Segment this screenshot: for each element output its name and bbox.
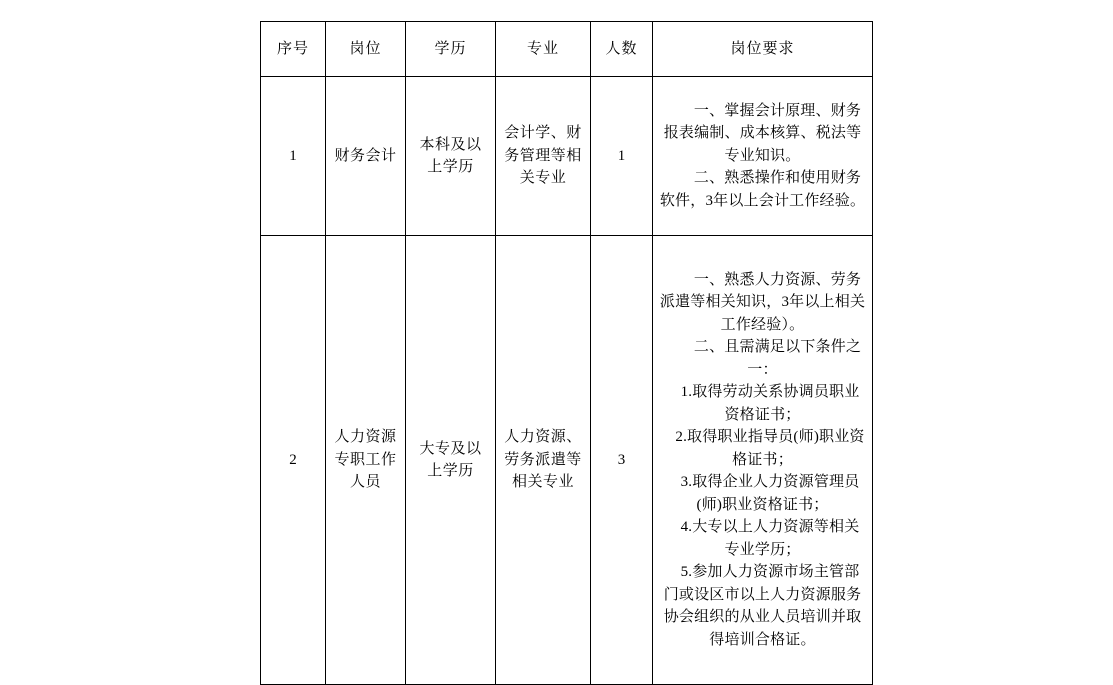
table-body [261,77,873,685]
cell-post: 人力资源专职工作人员 [326,236,406,685]
requirement-line: 一、熟悉人力资源、劳务派遣等相关知识，3年以上相关工作经验）。 [659,271,866,333]
requirement-line: 二、熟悉操作和使用财务软件，3年以上会计工作经验。 [659,170,866,209]
cell-sequence: 1 [261,77,326,236]
job-requirements-table-wrapper [260,21,872,685]
cell-requirements [653,236,873,685]
column-header-post: 岗位 [326,22,406,77]
column-header-count: 人数 [591,22,653,77]
cell-count: 3 [591,236,653,685]
table-header [261,22,873,77]
table-row [261,77,873,236]
column-header-major: 专业 [496,22,591,77]
column-header-requirements: 岗位要求 [653,22,873,77]
column-header-education: 学历 [406,22,496,77]
cell-sequence: 2 [261,236,326,685]
requirement-line: 4.大专以上人力资源等相关专业学历； [680,519,860,558]
table-header-row [261,22,873,77]
table-row [261,236,873,685]
requirement-line: 一、掌握会计原理、财务报表编制、成本核算、税法等专业知识。 [663,102,862,164]
requirement-line: 3.取得企业人力资源管理员(师)职业资格证书； [680,474,860,513]
requirement-line: 二、且需满足以下条件之一： [693,339,862,378]
requirement-line: 1.取得劳动关系协调员职业资格证书； [680,384,860,423]
column-header-sequence: 序号 [261,22,326,77]
cell-post: 财务会计 [326,77,406,236]
cell-major: 会计学、财务管理等相关专业 [496,77,591,236]
cell-count: 1 [591,77,653,236]
job-requirements-table [260,21,873,685]
requirement-line: 5.参加人力资源市场主管部门或设区市以上人力资源服务协会组织的从业人员培训并取得培训合格证。 [663,564,862,648]
requirement-line: 2.取得职业指导员(师)职业资格证书； [675,429,865,468]
cell-education: 本科及以上学历 [406,77,496,236]
cell-major: 人力资源、劳务派遣等相关专业 [496,236,591,685]
cell-requirements [653,77,873,236]
cell-education: 大专及以上学历 [406,236,496,685]
